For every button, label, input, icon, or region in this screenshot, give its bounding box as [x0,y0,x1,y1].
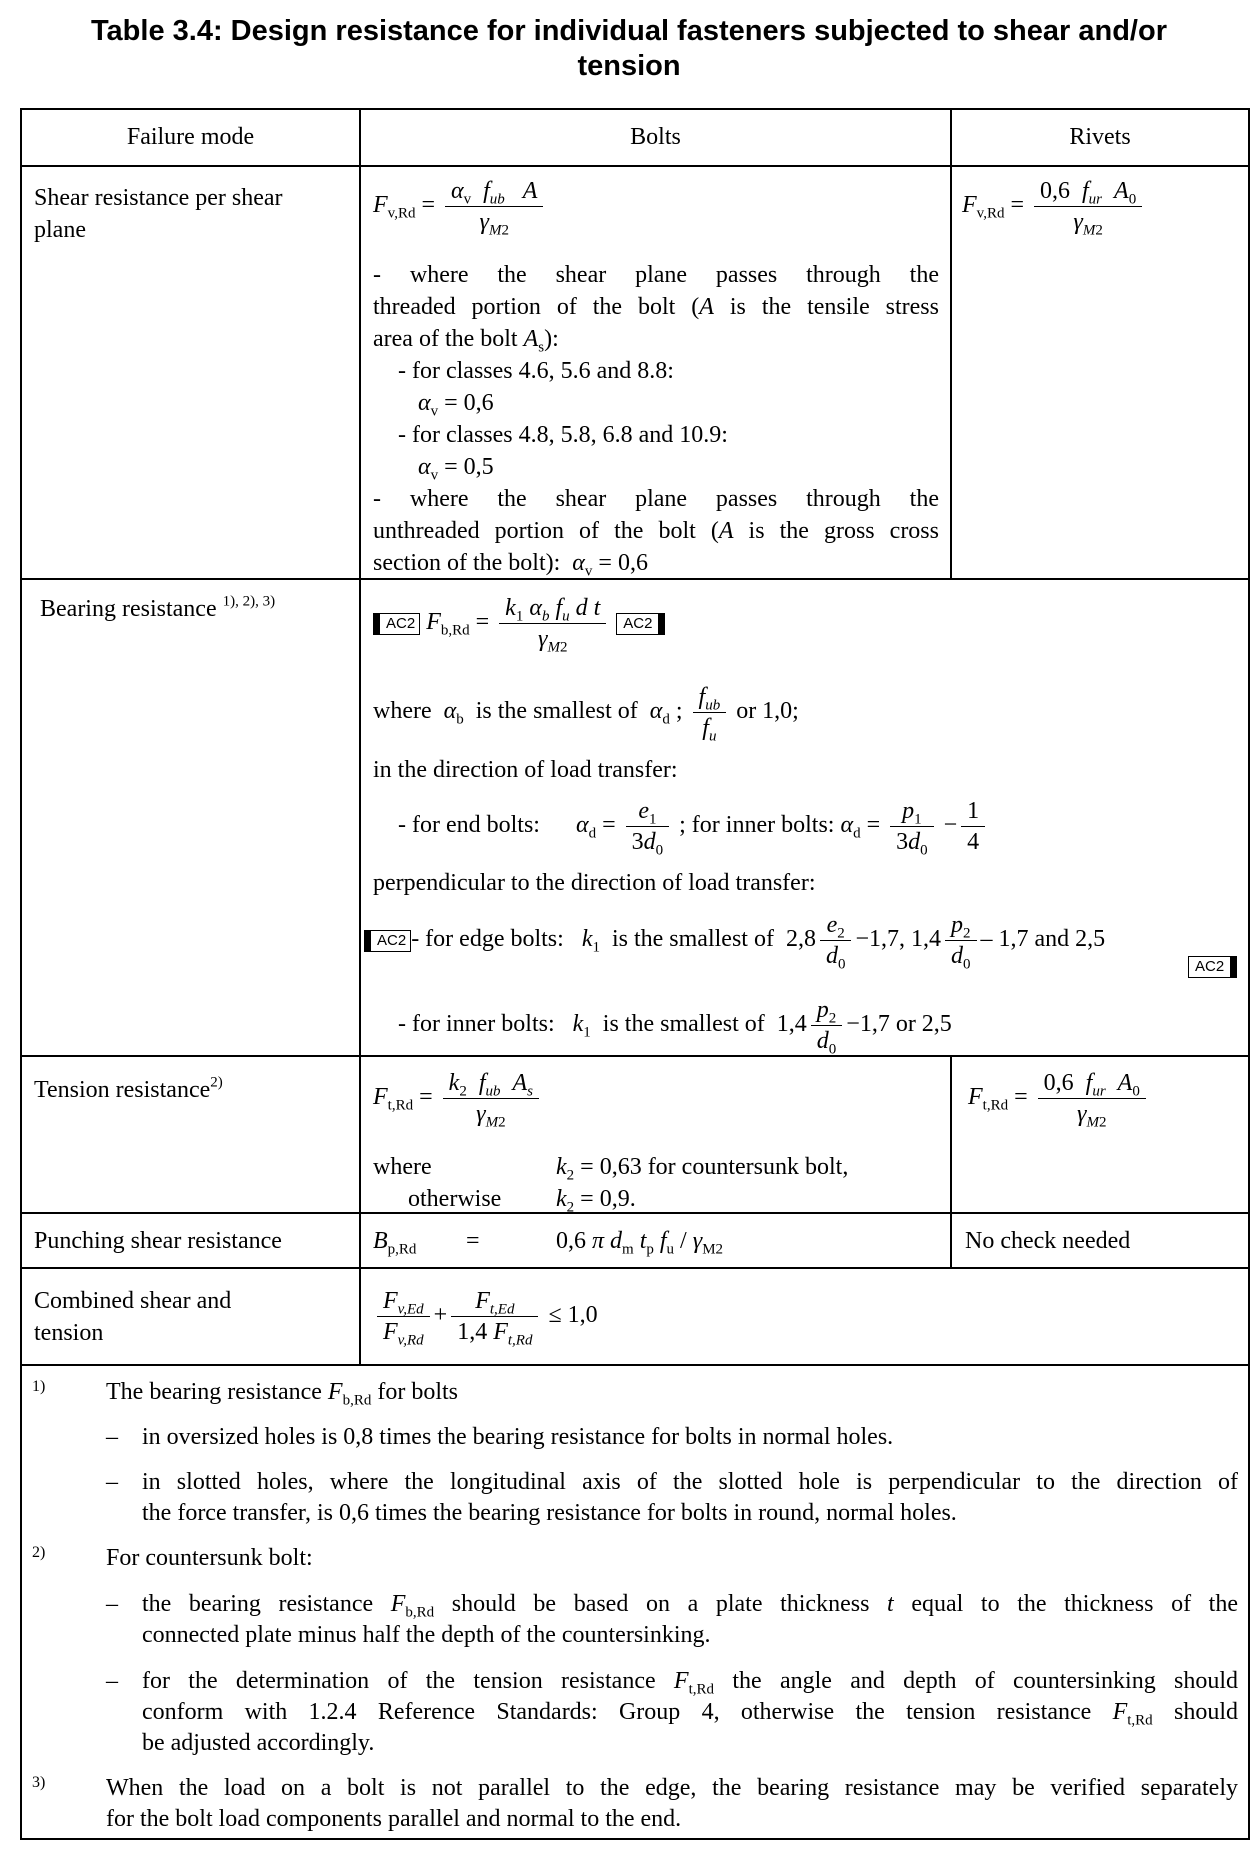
footnote-2a-dash: – [106,1591,118,1617]
footnote-2a-line1: the bearing resistance $F_{b,Rd}$ should be based on a plate thickness t equal to the thickness of the [142,1591,1239,1621]
edge-coef-28: 2,8 [785,926,816,953]
punching-expr: 0,6 π $d_m$ $t_p$ $f_u / \gamma_{M2}$ [556,1228,724,1258]
row-divider-combined [20,1364,1250,1366]
bearing-where-mid: is the smallest of [475,698,638,725]
bearing-perp-line: perpendicular to the direction of load transfer: [373,870,816,896]
tension-label-text: Tension resistance [34,1077,211,1103]
tension-k2-b: $k_2 = 0,9$. [556,1186,636,1216]
edge-mid: −1,7, 1,4 [855,926,941,953]
tension-label-footnote-ref: 2) [210,1074,223,1091]
footnote-1a: in oversized holes is 0,8 times the bearing resistance for bolts in normal holes. [142,1424,894,1450]
header-bolts: Bolts [630,124,681,150]
table-title-line2: tension [577,50,681,82]
inner-bolts-label: ; for inner bolts: [679,812,835,839]
inner-coef-14: 1,4 [776,1011,807,1038]
footnote-2-number: 2) [32,1544,46,1561]
inner-tail: −1,7 or 2,5 [846,1011,952,1038]
bearing-ac2-close-2 [1188,950,1237,982]
footnote-2b-line2: conform with 1.2.4 Reference Standards: Group 4, otherwise the tension resistance $F_{t,Rd}$ should [142,1699,1238,1729]
bearing-formula: AC2 $F_{b,Rd}$ = $\frac{k_1 \alpha_b f_u d t}{\gamma_{M2}}$ AC2 [373,593,665,654]
shear-text-9: unthreaded portion of the bolt (A is the gross cross [373,518,939,544]
row-divider-header [20,165,1250,167]
table-title [0,14,1258,84]
header-rivets: Rivets [1069,124,1131,150]
row-divider-punching [20,1267,1250,1269]
shear-text-8: - where the shear plane passes through the [373,486,939,512]
shear-rivet-formula: $F_{v,Rd}$ = $\frac{0,6 f_{ur} A_0}{\gamma_{M2}}$ [962,176,1146,237]
tension-k2-b-text: = 0,9. [580,1186,636,1212]
inner-is-smallest: is the smallest of [602,1011,765,1038]
punching-label: Punching shear resistance [34,1228,282,1254]
footnote-1-intro: The bearing resistance $F_{b,Rd}$ for bolts [106,1379,459,1409]
tension-where: where [373,1154,432,1180]
combined-formula: $\frac{F_{v,Ed}}{F_{v,Rd}}$ + $\frac{F_{t,Ed}}{1,4 F_{t,Rd}}$ ≤ 1,0 [373,1286,598,1347]
footnote-1b-line2: the force transfer, is 0,6 times the bearing resistance for bolts in round, normal holes. [142,1500,957,1526]
bearing-label-text: Bearing resistance [40,596,217,622]
shear-text-10: section of the bolt): $\alpha_v = 0,6$ [373,550,648,580]
column-divider-1 [359,108,361,1366]
bearing-inner-bolts-line: - for inner bolts: $k_1$ is the smallest of 1,4 $\frac{p_2}{d_0}$ −1,7 or 2,5 [398,997,952,1058]
edge-bolts-label: - for edge bolts: [411,926,564,953]
shear-bolt-formula: $F_{v,Rd}$ = $\frac{\alpha_v f_{ub} A}{\gamma_{M2}}$ [373,176,547,237]
footnote-1a-dash: – [106,1424,118,1450]
footnote-3-line2: for the bolt load components parallel and normal to the end. [106,1806,682,1832]
combined-leq: ≤ 1,0 [548,1302,598,1329]
footnote-1b-line1: in slotted holes, where the longitudinal axis of the slotted hole is perpendicular to the direction of [142,1469,1238,1495]
shear-label-line1: Shear resistance per shear [34,185,283,211]
bearing-where-line: where $\alpha_b$ is the smallest of $\alpha_d$ ; $\frac{f_{ub}}{f_u}$ or 1,0; [373,684,799,745]
footnote-3-number: 3) [32,1774,46,1791]
bearing-end-bolts-line: - for end bolts: $\alpha_d$ = $\frac{e_1}{3d_0}$ ; for inner bolts: $\alpha_d$ = $\frac{p_1}{3d_0}$ − $\frac{1}{4}$ [398,796,989,857]
shear-text-4: - for classes 4.6, 5.6 and 8.8: [398,358,674,384]
footnote-1b-dash: – [106,1469,118,1495]
shear-text-5: $\alpha_v = 0,6$ [418,390,494,420]
tension-otherwise: otherwise [408,1186,502,1212]
shear-text-1: - where the shear plane passes through the [373,262,939,288]
ac2-open-marker: AC2 [373,613,420,635]
bearing-edge-bolts-line: AC2 - for edge bolts: $k_1$ is the smallest of 2,8 $\frac{e_2}{d_0}$ −1,7, 1,4 $\frac{p_2}{d_0}$ – 1,7 and 2,5 [364,910,1105,971]
bearing-label [40,593,275,625]
end-bolts-label: - for end bolts: [398,812,540,839]
combined-label-line1: Combined shear and [34,1288,232,1314]
footnote-2b-line1: for the determination of the tension resistance $F_{t,Rd}$ the angle and depth of countersinking should [142,1668,1239,1698]
bearing-direction-line: in the direction of load transfer: [373,757,678,783]
bearing-where-end: or 1,0; [736,698,799,725]
footnote-2a-line2: connected plate minus half the depth of the countersinking. [142,1622,711,1648]
punching-rivets: No check needed [965,1228,1131,1254]
bearing-label-footnote-refs: 1), 2), 3) [222,593,276,610]
shear-label-line2: plane [34,217,86,243]
footnote-3-line1: When the load on a bolt is not parallel to the edge, the bearing resistance may be verified separately [106,1775,1238,1801]
shear-text-7: $\alpha_v = 0,5$ [418,454,494,484]
bearing-where-prefix: where [373,698,432,725]
tension-bolt-formula: $F_{t,Rd}$ = $\frac{k_2 f_{ub} A_s}{\gamma_{M2}}$ [373,1068,543,1129]
tension-label [34,1074,223,1106]
tension-rivet-formula: $F_{t,Rd}$ = $\frac{0,6 f_{ur} A_0}{\gamma_{M2}}$ [968,1068,1150,1129]
edge-tail: – 1,7 and 2,5 [980,926,1106,953]
footnote-2b-dash: – [106,1668,118,1694]
ac2-open-marker-2: AC2 [364,930,411,952]
table-title-line1: Table 3.4: Design resistance for individual fasteners subjected to shear and/or [90,15,1167,47]
column-divider-2a [950,108,952,580]
combined-label-line2: tension [34,1320,104,1346]
punching-lhs: $B_{p,Rd}$ [373,1228,417,1258]
punching-equals: = [466,1228,480,1254]
ac2-close-marker-2: AC2 [1188,956,1237,978]
column-divider-2b [950,1055,952,1268]
shear-text-6: - for classes 4.8, 5.8, 6.8 and 10.9: [398,422,728,448]
edge-is-smallest: is the smallest of [611,926,774,953]
tension-k2-a: $k_2 = 0,63$ for countersunk bolt, [556,1154,849,1184]
tension-k2-a-text: = 0,63 for countersunk bolt, [580,1154,849,1180]
inner-bolts2-label: - for inner bolts: [398,1011,555,1038]
header-failure-mode: Failure mode [126,124,255,150]
footnote-2-intro: For countersunk bolt: [106,1545,313,1571]
footnote-1-number: 1) [32,1378,46,1395]
footnote-2b-line3: be adjusted accordingly. [142,1730,375,1756]
shear-text-3: area of the bolt $A_s$): [373,326,559,356]
ac2-close-marker: AC2 [616,613,665,635]
shear-text-2: threaded portion of the bolt (A is the tensile stress [373,294,939,320]
